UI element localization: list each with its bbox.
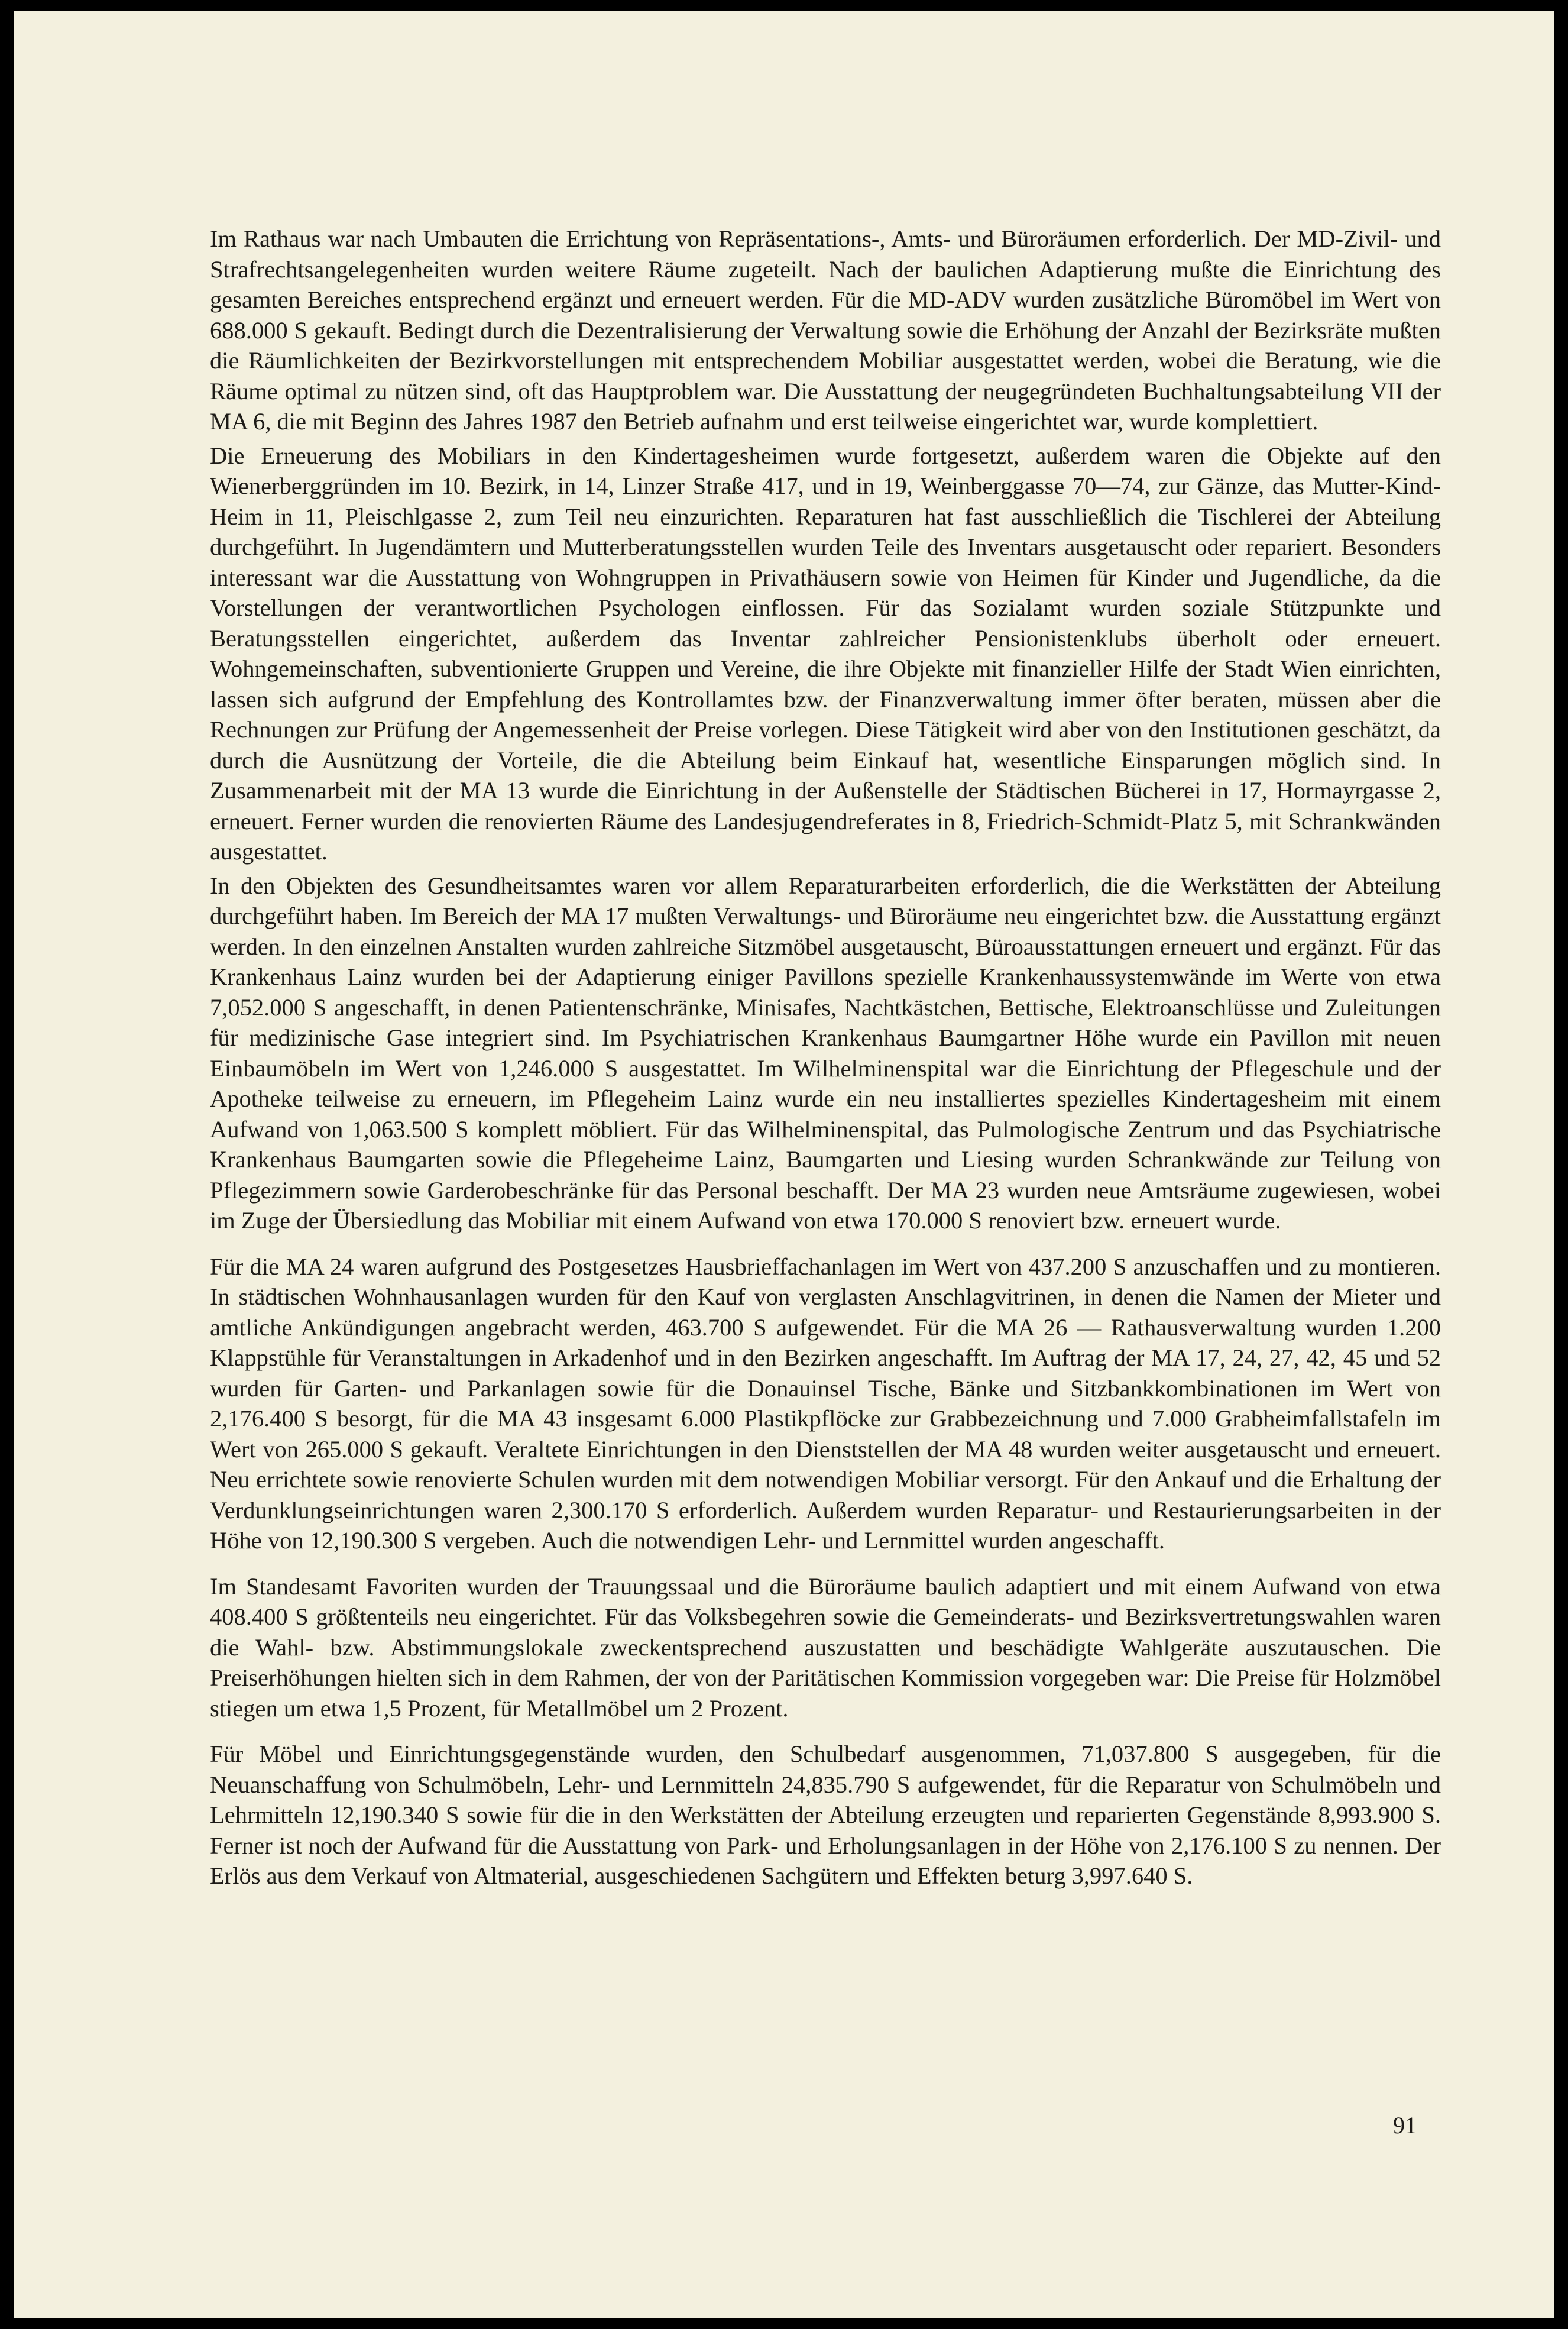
paragraph: Im Standesamt Favoriten wurden der Trauungssaal und die Büroräume baulich adaptiert und mit einem Aufwand von etwa 408.400 S größtenteils neu eingerichtet. Für das Volksbegehren sowie die Gemeinderats- und Bezirksvertretungswahlen waren die Wahl- bzw. Abstimmungslokale zweckentsprechend auszustatten und beschädigte Wahlgeräte auszutauschen. Die Preiserhöhungen hielten sich in dem Rahmen, der von der Paritätischen Kommission vorgegeben war: Die Preise für Holzmöbel stiegen um etwa 1,5 Prozent, für Metallmöbel um 2 Prozent. — [210, 1573, 1441, 1722]
paragraph: Die Erneuerung des Mobiliars in den Kindertagesheimen wurde fortgesetzt, außerdem waren die Objekte auf den Wienerberggründen im 10. Bezirk, in 14, Linzer Straße 417, und in 19, Weinberggasse 70—74, zur Gänze, das Mutter-Kind-Heim in 11, Pleischlgasse 2, zum Teil neu einzurichten. Reparaturen hat fast ausschließlich die Tischlerei der Abteilung durchgeführt. In Jugendämtern und Mutterberatungsstellen wurden Teile des Inventars ausgetauscht oder repariert. Besonders interessant war die Ausstattung von Wohngruppen in Privathäusern sowie von Heimen für Kinder und Jugendliche, da die Vorstellungen der verantwortlichen Psychologen einflossen. Für das Sozialamt wurden soziale Stützpunkte und Beratungsstellen eingerichtet, außerdem das Inventar zahlreicher Pensionistenklubs überholt oder erneuert. Wohngemeinschaften, subventionierte Gruppen und Vereine, die ihre Objekte mit finanzieller Hilfe der Stadt Wien einrichten, lassen sich aufgrund der Empfehlung des Kontrollamtes bzw. der Finanzverwaltung immer öfter beraten, müssen aber die Rechnungen zur Prüfung der Angemessenheit der Preise vorlegen. Diese Tätigkeit wird aber von den Institutionen geschätzt, da durch die Ausnützung der Vorteile, die die Abteilung beim Einkauf hat, wesentliche Einsparungen möglich sind. In Zusammenarbeit mit der MA 13 wurde die Einrichtung in der Außenstelle der Städtischen Bücherei in 17, Hormayrgasse 2, erneuert. Ferner wurden die renovierten Räume des Landesjugendreferates in 8, Friedrich-Schmidt-Platz 5, mit Schrankwänden ausgestattet. — [210, 442, 1441, 865]
paragraph: In den Objekten des Gesundheitsamtes waren vor allem Reparaturarbeiten erforderlich, die die Werkstätten der Abteilung durchgeführt haben. Im Bereich der MA 17 mußten Verwaltungs- und Büroräume neu eingerichtet bzw. die Ausstattung ergänzt werden. In den einzelnen Anstalten wurden zahlreiche Sitzmöbel ausgetauscht, Büroausstattungen erneuert und ergänzt. Für das Krankenhaus Lainz wurden bei der Adaptierung einiger Pavillons spezielle Krankenhaussystemwände im Werte von etwa 7,052.000 S angeschafft, in denen Patientenschränke, Minisafes, Nachtkästchen, Bettische, Elektroanschlüsse und Zuleitungen für medizinische Gase integriert sind. Im Psychiatrischen Krankenhaus Baumgartner Höhe wurde ein Pavillon mit neuen Einbaumöbeln im Wert von 1,246.000 S ausgestattet. Im Wilhelminenspital war die Einrichtung der Pflegeschule und der Apotheke teilweise zu erneuern, im Pflegeheim Lainz wurde ein neu installiertes spezielles Kindertagesheim mit einem Aufwand von 1,063.500 S komplett möbliert. Für das Wilhelminenspital, das Pulmologische Zentrum und das Psychiatrische Krankenhaus Baumgarten sowie die Pflegeheime Lainz, Baumgarten und Liesing wurden Schrankwände zur Teilung von Pflegezimmern sowie Garderobeschränke für das Personal beschafft. Der MA 23 wurden neue Amtsräume zugewiesen, wobei im Zuge der Übersiedlung das Mobiliar mit einem Aufwand von etwa 170.000 S renoviert bzw. erneuert wurde. — [210, 872, 1441, 1234]
body-text — [210, 224, 1441, 1891]
paragraph: Für die MA 24 waren aufgrund des Postgesetzes Hausbrieffachanlagen im Wert von 437.200 S anzuschaffen und zu montieren. In städtischen Wohnhausanlagen wurden für den Kauf von verglasten Anschlagvitrinen, in denen die Namen der Mieter und amtliche Ankündigungen angebracht werden, 463.700 S aufgewendet. Für die MA 26 — Rathausverwaltung wurden 1.200 Klappstühle für Veranstaltungen in Arkadenhof und in den Bezirken angeschafft. Im Auftrag der MA 17, 24, 27, 42, 45 und 52 wurden für Garten- und Parkanlagen sowie für die Donauinsel Tische, Bänke und Sitzbankkombinationen im Wert von 2,176.400 S besorgt, für die MA 43 insgesamt 6.000 Plastikpflöcke zur Grabbezeichnung und 7.000 Grabheimfallstafeln im Wert von 265.000 S gekauft. Veraltete Einrichtungen in den Dienststellen der MA 48 wurden weiter ausgetauscht und erneuert. Neu errichtete sowie renovierte Schulen wurden mit dem notwendigen Mobiliar versorgt. Für den Ankauf und die Erhaltung der Verdunklungseinrichtungen waren 2,300.170 S erforderlich. Außerdem wurden Reparatur- und Restaurierungsarbeiten in der Höhe von 12,190.300 S vergeben. Auch die notwendigen Lehr- und Lernmittel wurden angeschafft. — [210, 1253, 1441, 1554]
page-number: 91 — [1393, 2112, 1417, 2139]
paragraph: Für Möbel und Einrichtungsgegenstände wurden, den Schulbedarf ausgenommen, 71,037.800 S ausgegeben, für die Neuanschaffung von Schulmöbeln, Lehr- und Lernmitteln 24,835.790 S aufgewendet, für die Reparatur von Schulmöbeln und Lehrmitteln 12,190.340 S sowie für die in den Werkstätten der Abteilung erzeugten und reparierten Gegenstände 8,993.900 S. Ferner ist noch der Aufwand für die Ausstattung von Park- und Erholungsanlagen in der Höhe von 2,176.100 S zu nennen. Der Erlös aus dem Verkauf von Altmaterial, ausgeschiedenen Sachgütern und Effekten beturg 3,997.640 S. — [210, 1741, 1441, 1889]
document-page — [14, 11, 1554, 2318]
paragraph: Im Rathaus war nach Umbauten die Errichtung von Repräsentations-, Amts- und Büroräumen erforderlich. Der MD-Zivil- und Strafrechtsangelegenheiten wurden weitere Räume zugeteilt. Nach der baulichen Adaptierung mußte die Einrichtung des gesamten Bereiches entsprechend ergänzt und erneuert werden. Für die MD-ADV wurden zusätzliche Büromöbel im Wert von 688.000 S gekauft. Bedingt durch die Dezentralisierung der Verwaltung sowie die Erhöhung der Anzahl der Bezirksräte mußten die Räumlichkeiten der Bezirkvorstellungen mit entsprechendem Mobiliar ausgestattet werden, wobei die Beratung, wie die Räume optimal zu nützen sind, oft das Hauptproblem war. Die Ausstattung der neugegründeten Buchhaltungsabteilung VII der MA 6, die mit Beginn des Jahres 1987 den Betrieb aufnahm und erst teilweise eingerichtet war, wurde komplettiert. — [210, 225, 1441, 435]
